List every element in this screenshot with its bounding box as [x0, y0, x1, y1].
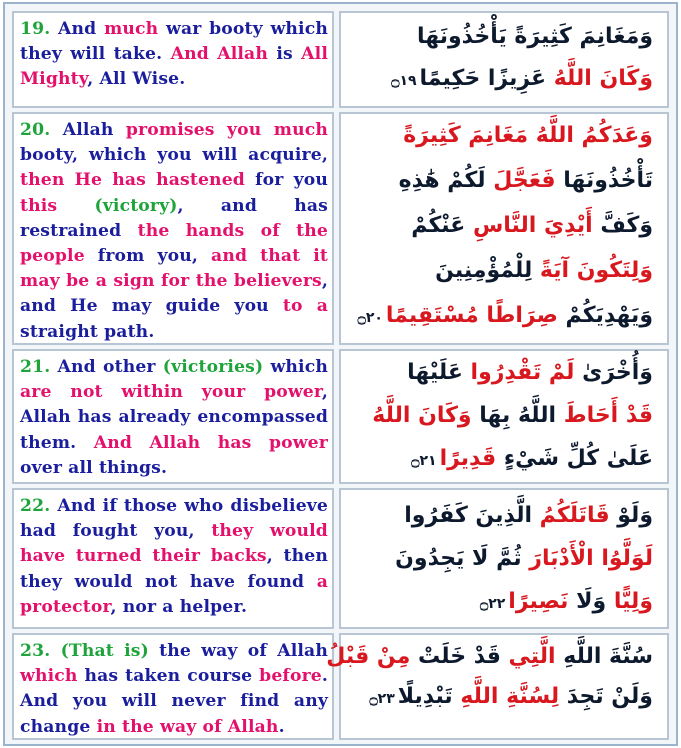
translation-phrase: And other: [50, 357, 163, 377]
english-translation-cell: [12, 349, 334, 484]
english-text: [20, 118, 328, 345]
arabic-phrase: وَأُخْرَىٰ: [574, 360, 653, 385]
highlighted-phrase: the hands of the people: [20, 220, 328, 267]
arabic-highlighted-phrase: لَمْ تَقْدِرُوا: [470, 360, 575, 385]
arabic-highlighted-phrase: نَصِيرًا: [508, 589, 569, 614]
highlighted-phrase: then He has hastened: [20, 170, 245, 191]
arabic-line: [341, 498, 667, 534]
translation-phrase: , All Wise.: [87, 69, 186, 90]
english-translation-cell: [12, 11, 334, 108]
translation-phrase: is: [276, 44, 302, 65]
verse-number-or-note: 20.: [20, 120, 51, 140]
translation-phrase: war booty which they will take.: [20, 19, 328, 65]
arabic-phrase: اللَّهُ بِهَا: [479, 403, 557, 428]
translation-phrase: And: [50, 19, 105, 39]
english-text: [20, 355, 328, 481]
arabic-phrase: عَزِيزًا حَكِيمًا: [419, 66, 547, 91]
arabic-line: [341, 584, 667, 622]
highlighted-phrase: this: [20, 195, 58, 216]
translation-phrase: booty, which you will acquire,: [20, 145, 328, 166]
arabic-line: [341, 398, 667, 434]
translation-phrase: has taken course: [77, 666, 260, 687]
arabic-phrase: عَلَىٰ كُلِّ شَيْءٍ: [496, 446, 653, 471]
verse-number-or-note: (victories): [162, 357, 264, 377]
ayah-number-marker: ۝٢٠: [357, 310, 383, 326]
highlighted-phrase: And Allah has power: [93, 432, 328, 453]
arabic-line: [341, 118, 667, 154]
english-translation-cell: [12, 112, 334, 345]
verse-number-or-note: 23.: [20, 641, 51, 661]
translation-phrase: And if those who disbelieve had fought you,: [20, 496, 328, 542]
arabic-highlighted-phrase: مِنْ قَبْلُ: [326, 644, 411, 669]
highlighted-phrase: promises you much: [125, 120, 328, 140]
arabic-highlighted-phrase: قَدِيرًا: [439, 446, 497, 471]
arabic-highlighted-phrase: أَيْدِيَ النَّاسِ: [472, 213, 593, 238]
ayah-number-marker: ۝٢١: [411, 453, 437, 469]
arabic-phrase: وَمَغَانِمَ كَثِيرَةً يَأْخُذُونَهَا: [416, 24, 653, 49]
arabic-line: [341, 163, 667, 199]
highlighted-phrase: a protector: [20, 571, 328, 617]
ayah-number-marker: ۝١٩: [391, 73, 417, 89]
arabic-highlighted-phrase: وَلِتَكُونَ آيَةً: [532, 258, 653, 283]
arabic-line: [341, 298, 667, 336]
translation-phrase: , nor a helper.: [110, 596, 248, 617]
arabic-phrase: ثُمَّ لَا يَجِدُونَ: [395, 546, 530, 571]
translation-phrase: over all things.: [20, 457, 168, 478]
verse-table: [3, 2, 678, 746]
arabic-text-cell: [339, 11, 669, 108]
arabic-phrase: تَأْخُذُونَهَا: [555, 168, 653, 193]
arabic-phrase: سُنَّةَ اللَّهِ: [555, 644, 653, 669]
arabic-highlighted-phrase: وَكَانَ اللَّهُ: [546, 66, 653, 91]
arabic-phrase: قَدْ خَلَتْ: [410, 644, 509, 669]
arabic-highlighted-phrase: لَوَلَّوُا الْأَدْبَارَ: [529, 546, 653, 571]
translation-phrase: , then they would not have found: [20, 546, 329, 592]
arabic-phrase: لِلْمُؤْمِنِينَ: [435, 258, 533, 283]
arabic-highlighted-phrase: فَعَجَّلَ: [493, 168, 556, 193]
highlighted-phrase: are not within your power: [20, 382, 322, 403]
translation-phrase: which: [263, 357, 328, 377]
arabic-line: [326, 639, 667, 675]
highlighted-phrase: and that it may be a sign for the believers: [20, 246, 328, 292]
arabic-phrase: الَّذِينَ كَفَرُوا: [404, 503, 540, 528]
arabic-phrase: عَنْكُمْ: [411, 213, 473, 238]
highlighted-phrase: in the way of Allah: [96, 716, 279, 737]
arabic-text-cell: [339, 112, 669, 345]
arabic-phrase: وَيَهْدِيَكُمْ: [557, 303, 653, 328]
arabic-highlighted-phrase: الَّتِي: [508, 644, 556, 669]
english-translation-cell: [12, 488, 334, 629]
translation-phrase: from you,: [84, 246, 212, 267]
translation-phrase: , and has restrained: [20, 195, 328, 241]
translation-phrase: straight path.: [20, 321, 155, 342]
ayah-number-marker: ۝٢٣: [369, 691, 395, 707]
highlighted-phrase: much: [104, 19, 159, 39]
arabic-highlighted-phrase: وَكَانَ اللَّهُ: [372, 403, 480, 428]
arabic-line: [341, 61, 667, 99]
arabic-phrase: وَلَنْ تَجِدَ: [559, 684, 653, 709]
arabic-highlighted-phrase: قَدْ أَحَاطَ: [556, 403, 653, 428]
arabic-line: [341, 441, 667, 479]
translation-phrase: , Allah has already encompassed them.: [20, 382, 328, 453]
verse-number-or-note: 21.: [20, 357, 51, 377]
translation-phrase: Allah: [50, 120, 126, 140]
arabic-highlighted-phrase: صِرَاطًا مُسْتَقِيمًا: [385, 303, 558, 328]
english-translation-cell: [12, 633, 334, 740]
highlighted-phrase: And Allah: [170, 44, 277, 65]
arabic-phrase: وَلَوْ: [609, 503, 653, 528]
verse-row-21: [12, 349, 669, 484]
ayah-number-marker: ۝٢٢: [479, 596, 506, 612]
highlighted-phrase: before: [259, 666, 322, 687]
translation-phrase: . And you will never find any change: [20, 666, 328, 737]
arabic-highlighted-phrase: وَلِيًّا: [606, 589, 653, 614]
arabic-line: [341, 679, 667, 717]
verse-row-20: [12, 112, 669, 345]
translation-phrase: for you: [244, 170, 328, 191]
arabic-line: [341, 19, 667, 55]
english-text: [20, 17, 328, 93]
arabic-text-cell: [339, 488, 669, 629]
arabic-phrase: لَكُمْ هَٰذِهِ: [398, 168, 494, 193]
verse-row-19: [12, 11, 669, 108]
highlighted-phrase: All Mighty: [20, 44, 329, 90]
highlighted-phrase: they would have turned their backs: [20, 521, 328, 567]
arabic-line: [341, 541, 667, 577]
english-text: [20, 494, 328, 620]
translation-phrase: the way of Allah: [148, 641, 328, 661]
arabic-text-cell: [326, 633, 669, 740]
verse-number-or-note: (victory): [57, 195, 178, 216]
arabic-line: [341, 253, 667, 289]
verse-number-or-note: 22.: [20, 496, 51, 516]
verse-number-or-note: (That is): [50, 641, 149, 661]
verse-row-23: [12, 633, 669, 740]
arabic-phrase: تَبْدِيلًا: [397, 684, 461, 709]
arabic-highlighted-phrase: قَاتَلَكُمُ: [539, 503, 610, 528]
arabic-phrase: وَكَفَّ: [592, 213, 653, 238]
arabic-line: [341, 208, 667, 244]
arabic-phrase: وَلَا: [568, 589, 607, 614]
english-text: [20, 639, 328, 740]
highlighted-phrase: which: [20, 666, 78, 687]
arabic-highlighted-phrase: وَعَدَكُمُ اللَّهُ مَغَانِمَ كَثِيرَةً: [403, 123, 653, 148]
arabic-highlighted-phrase: لِسُنَّةِ اللَّهِ: [460, 684, 560, 709]
verse-row-22: [12, 488, 669, 629]
arabic-phrase: عَلَيْهَا: [407, 360, 471, 385]
highlighted-phrase: to a: [282, 296, 328, 317]
arabic-line: [341, 355, 667, 391]
verse-number-or-note: 19.: [20, 19, 51, 39]
translation-phrase: .: [278, 716, 285, 737]
arabic-text-cell: [339, 349, 669, 484]
translation-phrase: , and He may guide you: [20, 271, 328, 317]
